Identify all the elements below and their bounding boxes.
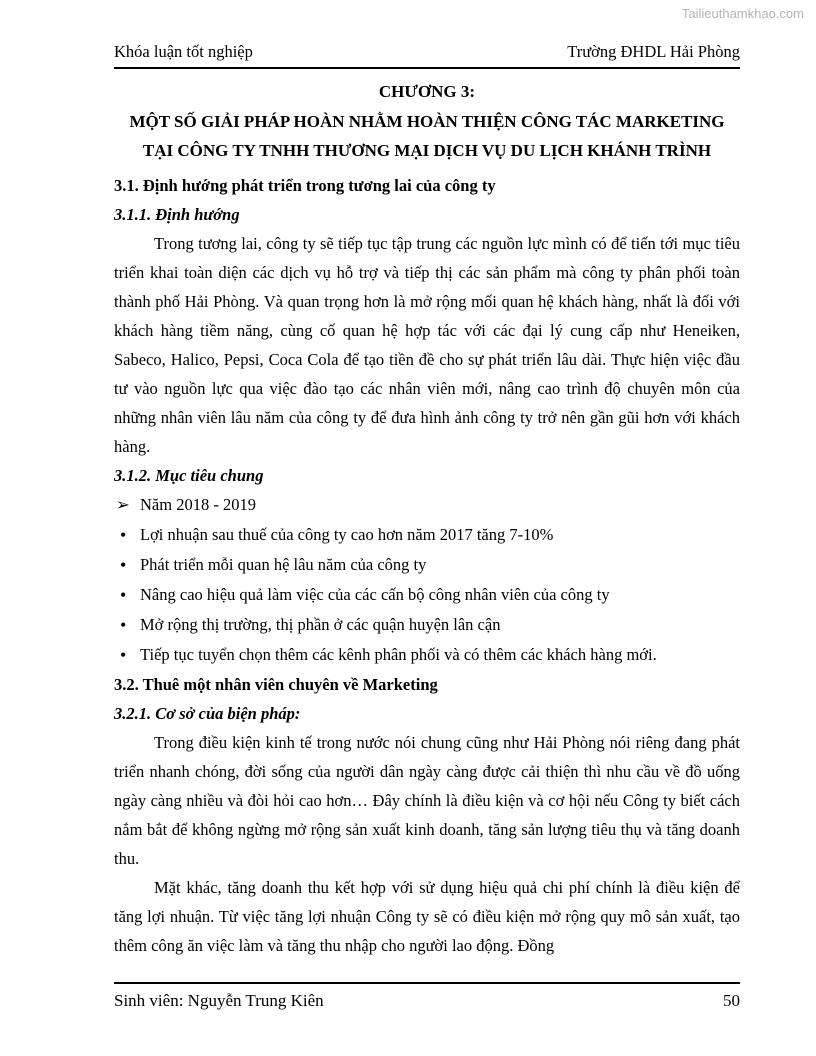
list-item-label: Tiếp tục tuyển chọn thêm các kênh phân phối và có thêm các khách hàng mới.	[140, 645, 657, 664]
section-heading-3-1: 3.1. Định hướng phát triển trong tương lai của công ty	[114, 176, 496, 195]
content-area	[114, 42, 740, 960]
document-body	[114, 171, 740, 960]
arrow-bullet-icon: ➢	[116, 495, 130, 514]
list-item	[114, 550, 740, 580]
header-left-text: Khóa luận tốt nghiệp	[114, 42, 253, 61]
list-item	[114, 520, 740, 550]
list-item	[114, 580, 740, 610]
section-heading-3-2: 3.2. Thuê một nhân viên chuyên về Marketing	[114, 675, 438, 694]
list-item	[114, 610, 740, 640]
list-item-label: Năm 2018 - 2019	[140, 495, 256, 514]
list-item-label: Nâng cao hiệu quả làm việc của các cấn bộ công nhân viên của công ty	[140, 585, 610, 604]
section-heading-3-2-1: 3.2.1. Cơ sở của biện pháp:	[114, 704, 301, 723]
page-header	[114, 42, 740, 69]
section-heading-3-1-1: 3.1.1. Định hướng	[114, 205, 240, 224]
footer-author-text: Sinh viên: Nguyễn Trung Kiên	[114, 991, 324, 1010]
dot-bullet-icon: •	[120, 615, 127, 635]
dot-bullet-icon: •	[120, 555, 127, 575]
list-item-label: Lợi nhuận sau thuế của công ty cao hơn năm 2017 tăng 7-10%	[140, 525, 554, 544]
paragraph-3-1-1: Trong tương lai, công ty sẽ tiếp tục tập trung các nguồn lực mình có để tiến tới mục tiêu triển khai toàn diện các dịch vụ hỗ trợ và tiếp thị các sản phẩm mà công ty phân phối toàn thành phố Hải Phòng. Và quan trọng hơn là mở rộng mối quan hệ khách hàng, nhất là đối với khách hàng tiềm năng, cùng cố quan hệ hợp tác với các đại lý cung cấp như Heneiken, Sabeco, Halico, Pepsi, Coca Cola để tạo tiền đề cho sự phát triển lâu dài. Thực hiện việc đầu tư vào nguồn lực qua việc đào tạo các nhân viên mới, nâng cao trình độ chuyên môn của những nhân viên lâu năm của công ty để đưa hình ảnh công ty trở nên gần gũi hơn với khách hàng.	[114, 234, 740, 456]
section-heading-3-1-2: 3.1.2. Mục tiêu chung	[114, 466, 264, 485]
paragraph-3-2-1-b: Mặt khác, tăng doanh thu kết hợp với sử dụng hiệu quả chi phí chính là điều kiện để tăng lợi nhuận. Từ việc tăng lợi nhuận Công ty sẽ có điều kiện mở rộng quy mô sản xuất, tạo thêm công ăn việc làm và tăng thu nhập cho người lao động. Đồng	[114, 878, 740, 955]
chapter-number: CHƯƠNG 3:	[378, 82, 476, 101]
watermark-text: Tailieuthamkhao.com	[681, 6, 804, 21]
dot-bullet-icon: •	[120, 645, 127, 665]
header-right-text: Trường ĐHDL Hải Phòng	[567, 42, 740, 61]
list-item	[114, 490, 740, 520]
dot-bullet-icon: •	[120, 525, 127, 545]
chapter-title-block	[114, 77, 740, 165]
page-number: 50	[723, 991, 740, 1010]
list-item-label: Phát triển mỗi quan hệ lâu năm của công ty	[140, 555, 427, 574]
chapter-heading: MỘT SỐ GIẢI PHÁP HOÀN NHẰM HOÀN THIỆN CÔNG TÁC MARKETING TẠI CÔNG TY TNHH THƯƠNG MẠI DỊCH VỤ DU LỊCH KHÁNH TRÌNH	[129, 112, 725, 160]
page-footer	[114, 982, 740, 1011]
list-item-label: Mở rộng thị trường, thị phần ở các quận huyện lân cận	[140, 615, 501, 634]
paragraph-3-2-1-a: Trong điều kiện kinh tế trong nước nói chung cũng như Hải Phòng nói riêng đang phát triển nhanh chóng, đời sống của người dân ngày càng được cải thiện thì nhu cầu về đồ uống ngày càng nhiều và đòi hỏi cao hơn… Đây chính là điều kiện và cơ hội nếu Công ty biết cách nắm bắt để không ngừng mở rộng sản xuất kinh doanh, tăng sản lượng tiêu thụ và tăng doanh thu.	[114, 733, 740, 868]
dot-bullet-icon: •	[120, 585, 127, 605]
list-item	[114, 640, 740, 670]
